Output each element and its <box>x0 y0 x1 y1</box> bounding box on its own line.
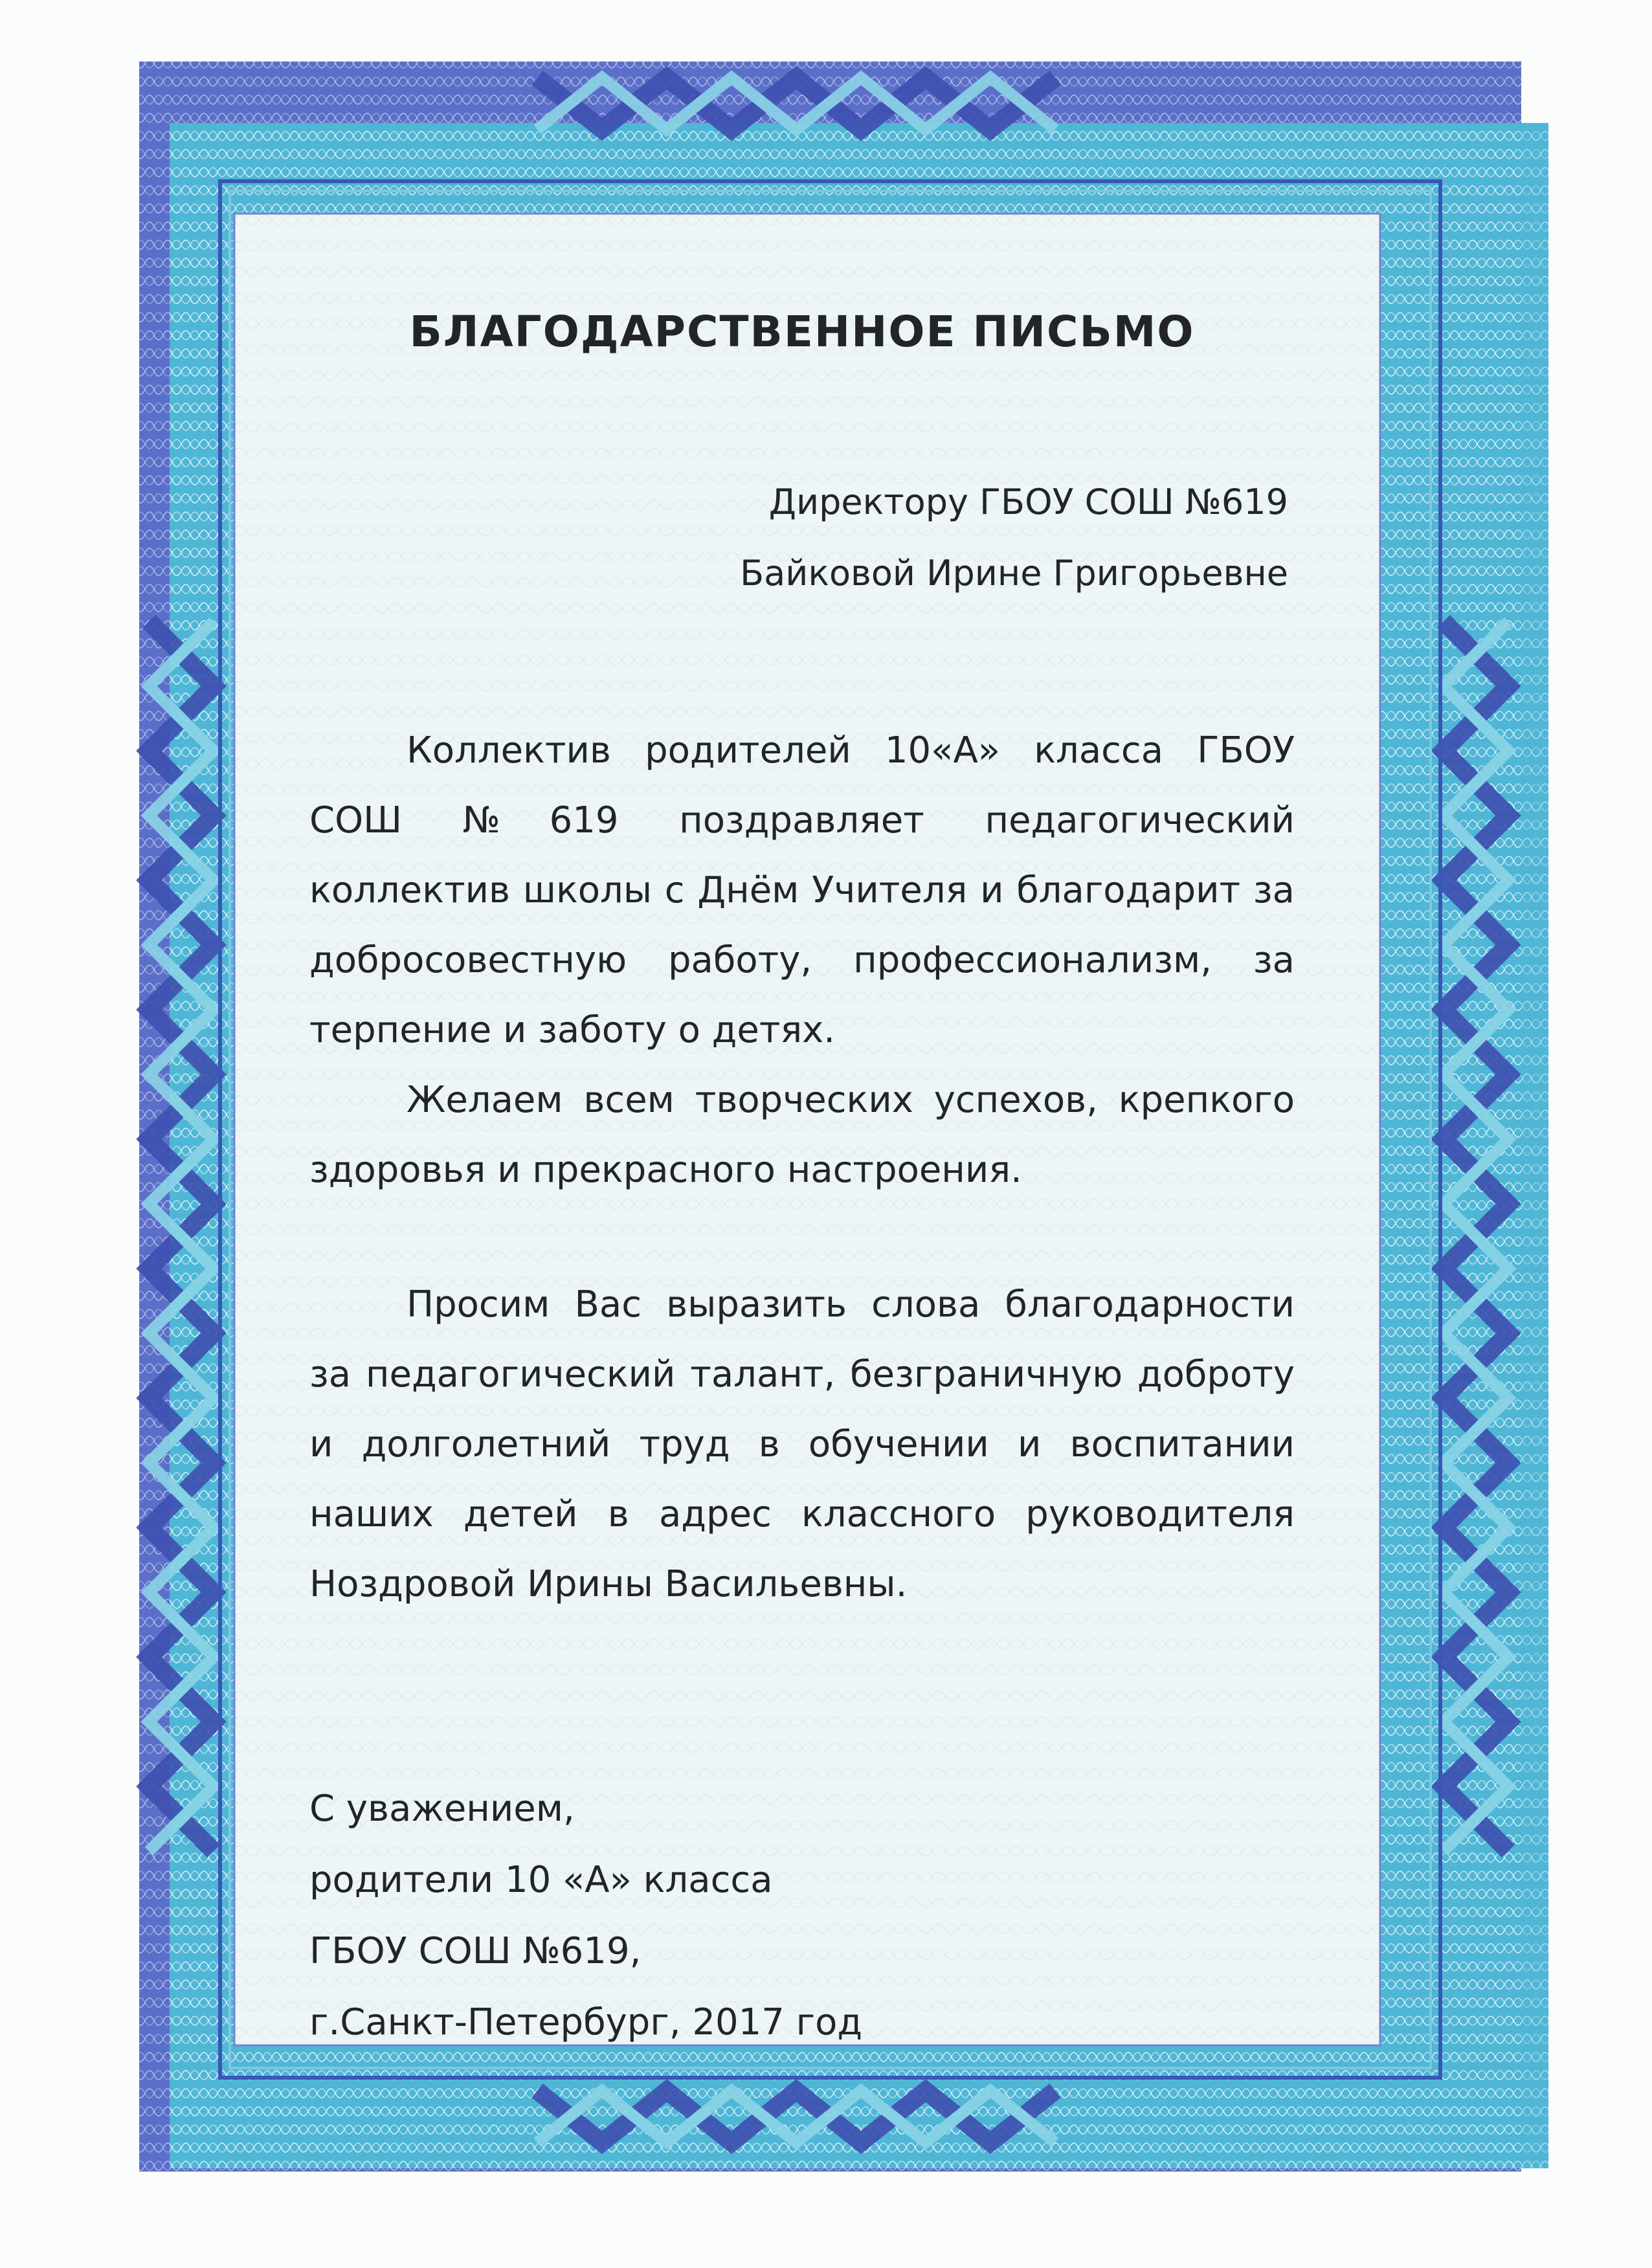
closing-line: С уважением, <box>309 1788 575 1830</box>
paragraph-request: Просим Вас выразить слова благодарности за педагогический талант, безграничную доброту и долголетний труд в обучении и воспитании наших детей в адрес классного руководителя Ноздровой Ирины Васильевны. <box>309 1284 1295 1605</box>
closing-line: г.Санкт-Петербург, 2017 год <box>309 2001 863 2043</box>
letter-content <box>309 272 1295 2058</box>
closing-block <box>309 1773 1295 2058</box>
addressee-block <box>309 467 1295 609</box>
addressee-line: Байковой Ирине Григорьевне <box>740 553 1288 594</box>
closing-line: родители 10 «А» класса <box>309 1859 773 1901</box>
letter-title: БЛАГОДАРСТВЕННОЕ ПИСЬМО <box>409 307 1195 357</box>
paragraph-congratulation: Коллектив родителей 10«А» класса ГБОУ СОШ №619 поздравляет педагогический коллектив школы с Днём Учителя и благодарит за добросовестную работу, профессионализм, за терпение и заботу о детях. <box>309 729 1295 1051</box>
addressee-line: Директору ГБОУ СОШ №619 <box>768 482 1288 522</box>
closing-line: ГБОУ СОШ №619, <box>309 1930 642 1972</box>
paragraph-wishes: Желаем всем творческих успехов, крепкого здоровья и прекрасного настроения. <box>309 1079 1295 1191</box>
